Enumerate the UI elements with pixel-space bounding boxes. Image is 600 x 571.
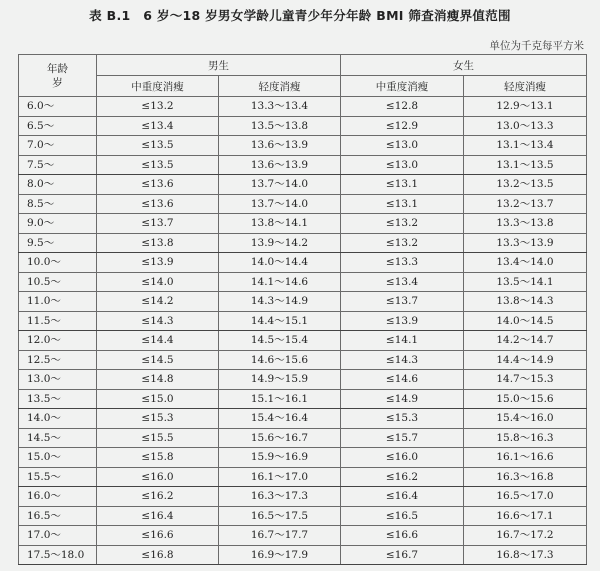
male-mild-cell: 13.3～13.4 xyxy=(219,97,341,117)
age-cell: 14.0～ xyxy=(19,409,97,429)
male-moderate-severe-cell: ≤13.7 xyxy=(97,214,219,234)
table-row xyxy=(19,526,587,546)
table-row xyxy=(19,233,587,253)
male-mild-cell: 16.5～17.5 xyxy=(219,506,341,526)
male-mild-cell: 16.1～17.0 xyxy=(219,467,341,487)
age-cell: 15.0～ xyxy=(19,448,97,468)
male-mild-cell: 16.9～17.9 xyxy=(219,545,341,565)
bmi-table xyxy=(18,54,587,565)
female-mild-cell: 15.4～16.0 xyxy=(464,409,587,429)
age-cell: 13.5～ xyxy=(19,389,97,409)
age-cell: 16.0～ xyxy=(19,487,97,507)
female-moderate-severe-cell: ≤16.6 xyxy=(341,526,464,546)
male-mild-cell: 14.3～14.9 xyxy=(219,292,341,312)
female-moderate-severe-cell: ≤13.2 xyxy=(341,233,464,253)
age-header-line1: 年龄 xyxy=(47,62,68,75)
table-row xyxy=(19,409,587,429)
male-header: 男生 xyxy=(97,55,341,76)
female-mild-cell: 13.2～13.7 xyxy=(464,194,587,214)
table-row xyxy=(19,428,587,448)
male-moderate-severe-cell: ≤13.2 xyxy=(97,97,219,117)
age-cell: 8.5～ xyxy=(19,194,97,214)
male-moderate-severe-cell: ≤15.3 xyxy=(97,409,219,429)
male-mild-cell: 13.9～14.2 xyxy=(219,233,341,253)
female-mild-cell: 14.2～14.7 xyxy=(464,331,587,351)
table-row xyxy=(19,350,587,370)
age-cell: 17.0～ xyxy=(19,526,97,546)
age-cell: 6.5～ xyxy=(19,116,97,136)
male-moderate-severe-cell: ≤14.8 xyxy=(97,370,219,390)
male-mild-cell: 13.8～14.1 xyxy=(219,214,341,234)
male-mild-header: 轻度消瘦 xyxy=(219,76,341,97)
male-mild-cell: 15.9～16.9 xyxy=(219,448,341,468)
female-mild-cell: 15.8～16.3 xyxy=(464,428,587,448)
age-cell: 11.0～ xyxy=(19,292,97,312)
female-moderate-severe-cell: ≤13.0 xyxy=(341,155,464,175)
female-moderate-severe-cell: ≤13.2 xyxy=(341,214,464,234)
table-row xyxy=(19,487,587,507)
male-moderate-severe-cell: ≤16.6 xyxy=(97,526,219,546)
female-mild-cell: 16.1～16.6 xyxy=(464,448,587,468)
age-header-line2: 岁 xyxy=(52,76,63,89)
table-title: 表 B.1 6 岁～18 岁男女学龄儿童青少年分年龄 BMI 筛查消瘦界值范围 xyxy=(89,8,511,23)
table-row xyxy=(19,155,587,175)
male-mild-cell: 15.1～16.1 xyxy=(219,389,341,409)
female-moderate-severe-cell: ≤16.4 xyxy=(341,487,464,507)
male-moderate-severe-cell: ≤14.4 xyxy=(97,331,219,351)
male-mild-cell: 14.1～14.6 xyxy=(219,272,341,292)
unit-note: 单位为千克每平方米 xyxy=(489,40,584,52)
male-moderate-severe-cell: ≤15.8 xyxy=(97,448,219,468)
male-moderate-severe-cell: ≤13.6 xyxy=(97,175,219,195)
female-moderate-severe-cell: ≤15.3 xyxy=(341,409,464,429)
male-mild-cell: 13.7～14.0 xyxy=(219,175,341,195)
male-mild-cell: 14.0～14.4 xyxy=(219,253,341,273)
male-moderate-severe-cell: ≤13.6 xyxy=(97,194,219,214)
male-moderate-severe-header: 中重度消瘦 xyxy=(97,76,219,97)
female-mild-cell: 12.9～13.1 xyxy=(464,97,587,117)
male-moderate-severe-cell: ≤16.4 xyxy=(97,506,219,526)
female-moderate-severe-cell: ≤15.7 xyxy=(341,428,464,448)
age-cell: 16.5～ xyxy=(19,506,97,526)
table-row xyxy=(19,253,587,273)
female-moderate-severe-cell: ≤13.0 xyxy=(341,136,464,156)
male-moderate-severe-cell: ≤14.0 xyxy=(97,272,219,292)
female-moderate-severe-cell: ≤12.8 xyxy=(341,97,464,117)
age-cell: 9.5～ xyxy=(19,233,97,253)
table-row xyxy=(19,448,587,468)
male-mild-cell: 15.4～16.4 xyxy=(219,409,341,429)
age-cell: 17.5～18.0 xyxy=(19,545,97,565)
male-moderate-severe-cell: ≤14.2 xyxy=(97,292,219,312)
male-moderate-severe-cell: ≤16.2 xyxy=(97,487,219,507)
male-mild-cell: 14.9～15.9 xyxy=(219,370,341,390)
male-mild-cell: 16.7～17.7 xyxy=(219,526,341,546)
male-mild-cell: 13.7～14.0 xyxy=(219,194,341,214)
female-mild-cell: 16.3～16.8 xyxy=(464,467,587,487)
female-mild-cell: 13.1～13.4 xyxy=(464,136,587,156)
table-row xyxy=(19,194,587,214)
female-mild-cell: 13.0～13.3 xyxy=(464,116,587,136)
female-header: 女生 xyxy=(341,55,587,76)
age-cell: 9.0～ xyxy=(19,214,97,234)
female-moderate-severe-cell: ≤13.4 xyxy=(341,272,464,292)
male-mild-cell: 14.6～15.6 xyxy=(219,350,341,370)
male-moderate-severe-cell: ≤14.5 xyxy=(97,350,219,370)
female-moderate-severe-cell: ≤16.5 xyxy=(341,506,464,526)
age-cell: 12.5～ xyxy=(19,350,97,370)
female-moderate-severe-cell: ≤13.9 xyxy=(341,311,464,331)
female-moderate-severe-cell: ≤13.3 xyxy=(341,253,464,273)
female-moderate-severe-cell: ≤16.0 xyxy=(341,448,464,468)
age-cell: 6.0～ xyxy=(19,97,97,117)
female-mild-header: 轻度消瘦 xyxy=(464,76,587,97)
female-mild-cell: 16.8～17.3 xyxy=(464,545,587,565)
age-cell: 13.0～ xyxy=(19,370,97,390)
male-mild-cell: 15.6～16.7 xyxy=(219,428,341,448)
table-row xyxy=(19,389,587,409)
female-mild-cell: 13.5～14.1 xyxy=(464,272,587,292)
age-cell: 7.0～ xyxy=(19,136,97,156)
male-mild-cell: 14.5～15.4 xyxy=(219,331,341,351)
female-mild-cell: 13.2～13.5 xyxy=(464,175,587,195)
age-cell: 10.0～ xyxy=(19,253,97,273)
age-cell: 15.5～ xyxy=(19,467,97,487)
male-moderate-severe-cell: ≤15.5 xyxy=(97,428,219,448)
age-cell: 11.5～ xyxy=(19,311,97,331)
age-cell: 8.0～ xyxy=(19,175,97,195)
table-row xyxy=(19,370,587,390)
table-row xyxy=(19,545,587,565)
female-mild-cell: 16.5～17.0 xyxy=(464,487,587,507)
female-mild-cell: 14.0～14.5 xyxy=(464,311,587,331)
female-mild-cell: 13.1～13.5 xyxy=(464,155,587,175)
table-row xyxy=(19,175,587,195)
female-mild-cell: 13.3～13.8 xyxy=(464,214,587,234)
female-moderate-severe-header: 中重度消瘦 xyxy=(341,76,464,97)
table-body xyxy=(19,97,587,565)
table-row xyxy=(19,136,587,156)
male-moderate-severe-cell: ≤13.5 xyxy=(97,155,219,175)
table-row xyxy=(19,292,587,312)
male-moderate-severe-cell: ≤14.3 xyxy=(97,311,219,331)
female-mild-cell: 15.0～15.6 xyxy=(464,389,587,409)
female-mild-cell: 16.7～17.2 xyxy=(464,526,587,546)
female-moderate-severe-cell: ≤12.9 xyxy=(341,116,464,136)
female-mild-cell: 16.6～17.1 xyxy=(464,506,587,526)
male-moderate-severe-cell: ≤13.9 xyxy=(97,253,219,273)
age-cell: 10.5～ xyxy=(19,272,97,292)
male-mild-cell: 13.6～13.9 xyxy=(219,155,341,175)
female-moderate-severe-cell: ≤13.1 xyxy=(341,194,464,214)
female-mild-cell: 13.8～14.3 xyxy=(464,292,587,312)
female-mild-cell: 14.4～14.9 xyxy=(464,350,587,370)
age-header xyxy=(19,55,97,97)
female-moderate-severe-cell: ≤14.6 xyxy=(341,370,464,390)
age-cell: 14.5～ xyxy=(19,428,97,448)
table-row xyxy=(19,506,587,526)
male-mild-cell: 16.3～17.3 xyxy=(219,487,341,507)
male-mild-cell: 13.5～13.8 xyxy=(219,116,341,136)
table-row xyxy=(19,467,587,487)
male-moderate-severe-cell: ≤13.4 xyxy=(97,116,219,136)
male-moderate-severe-cell: ≤15.0 xyxy=(97,389,219,409)
female-moderate-severe-cell: ≤14.9 xyxy=(341,389,464,409)
table-row xyxy=(19,214,587,234)
female-mild-cell: 13.3～13.9 xyxy=(464,233,587,253)
female-moderate-severe-cell: ≤13.1 xyxy=(341,175,464,195)
table-row xyxy=(19,97,587,117)
female-moderate-severe-cell: ≤14.3 xyxy=(341,350,464,370)
age-cell: 7.5～ xyxy=(19,155,97,175)
table-row xyxy=(19,272,587,292)
male-mild-cell: 14.4～15.1 xyxy=(219,311,341,331)
male-mild-cell: 13.6～13.9 xyxy=(219,136,341,156)
male-moderate-severe-cell: ≤16.8 xyxy=(97,545,219,565)
table-row xyxy=(19,331,587,351)
female-mild-cell: 14.7～15.3 xyxy=(464,370,587,390)
table-row xyxy=(19,116,587,136)
female-moderate-severe-cell: ≤16.7 xyxy=(341,545,464,565)
female-moderate-severe-cell: ≤14.1 xyxy=(341,331,464,351)
age-cell: 12.0～ xyxy=(19,331,97,351)
female-mild-cell: 13.4～14.0 xyxy=(464,253,587,273)
female-moderate-severe-cell: ≤16.2 xyxy=(341,467,464,487)
female-moderate-severe-cell: ≤13.7 xyxy=(341,292,464,312)
table-row xyxy=(19,311,587,331)
male-moderate-severe-cell: ≤13.5 xyxy=(97,136,219,156)
male-moderate-severe-cell: ≤16.0 xyxy=(97,467,219,487)
male-moderate-severe-cell: ≤13.8 xyxy=(97,233,219,253)
